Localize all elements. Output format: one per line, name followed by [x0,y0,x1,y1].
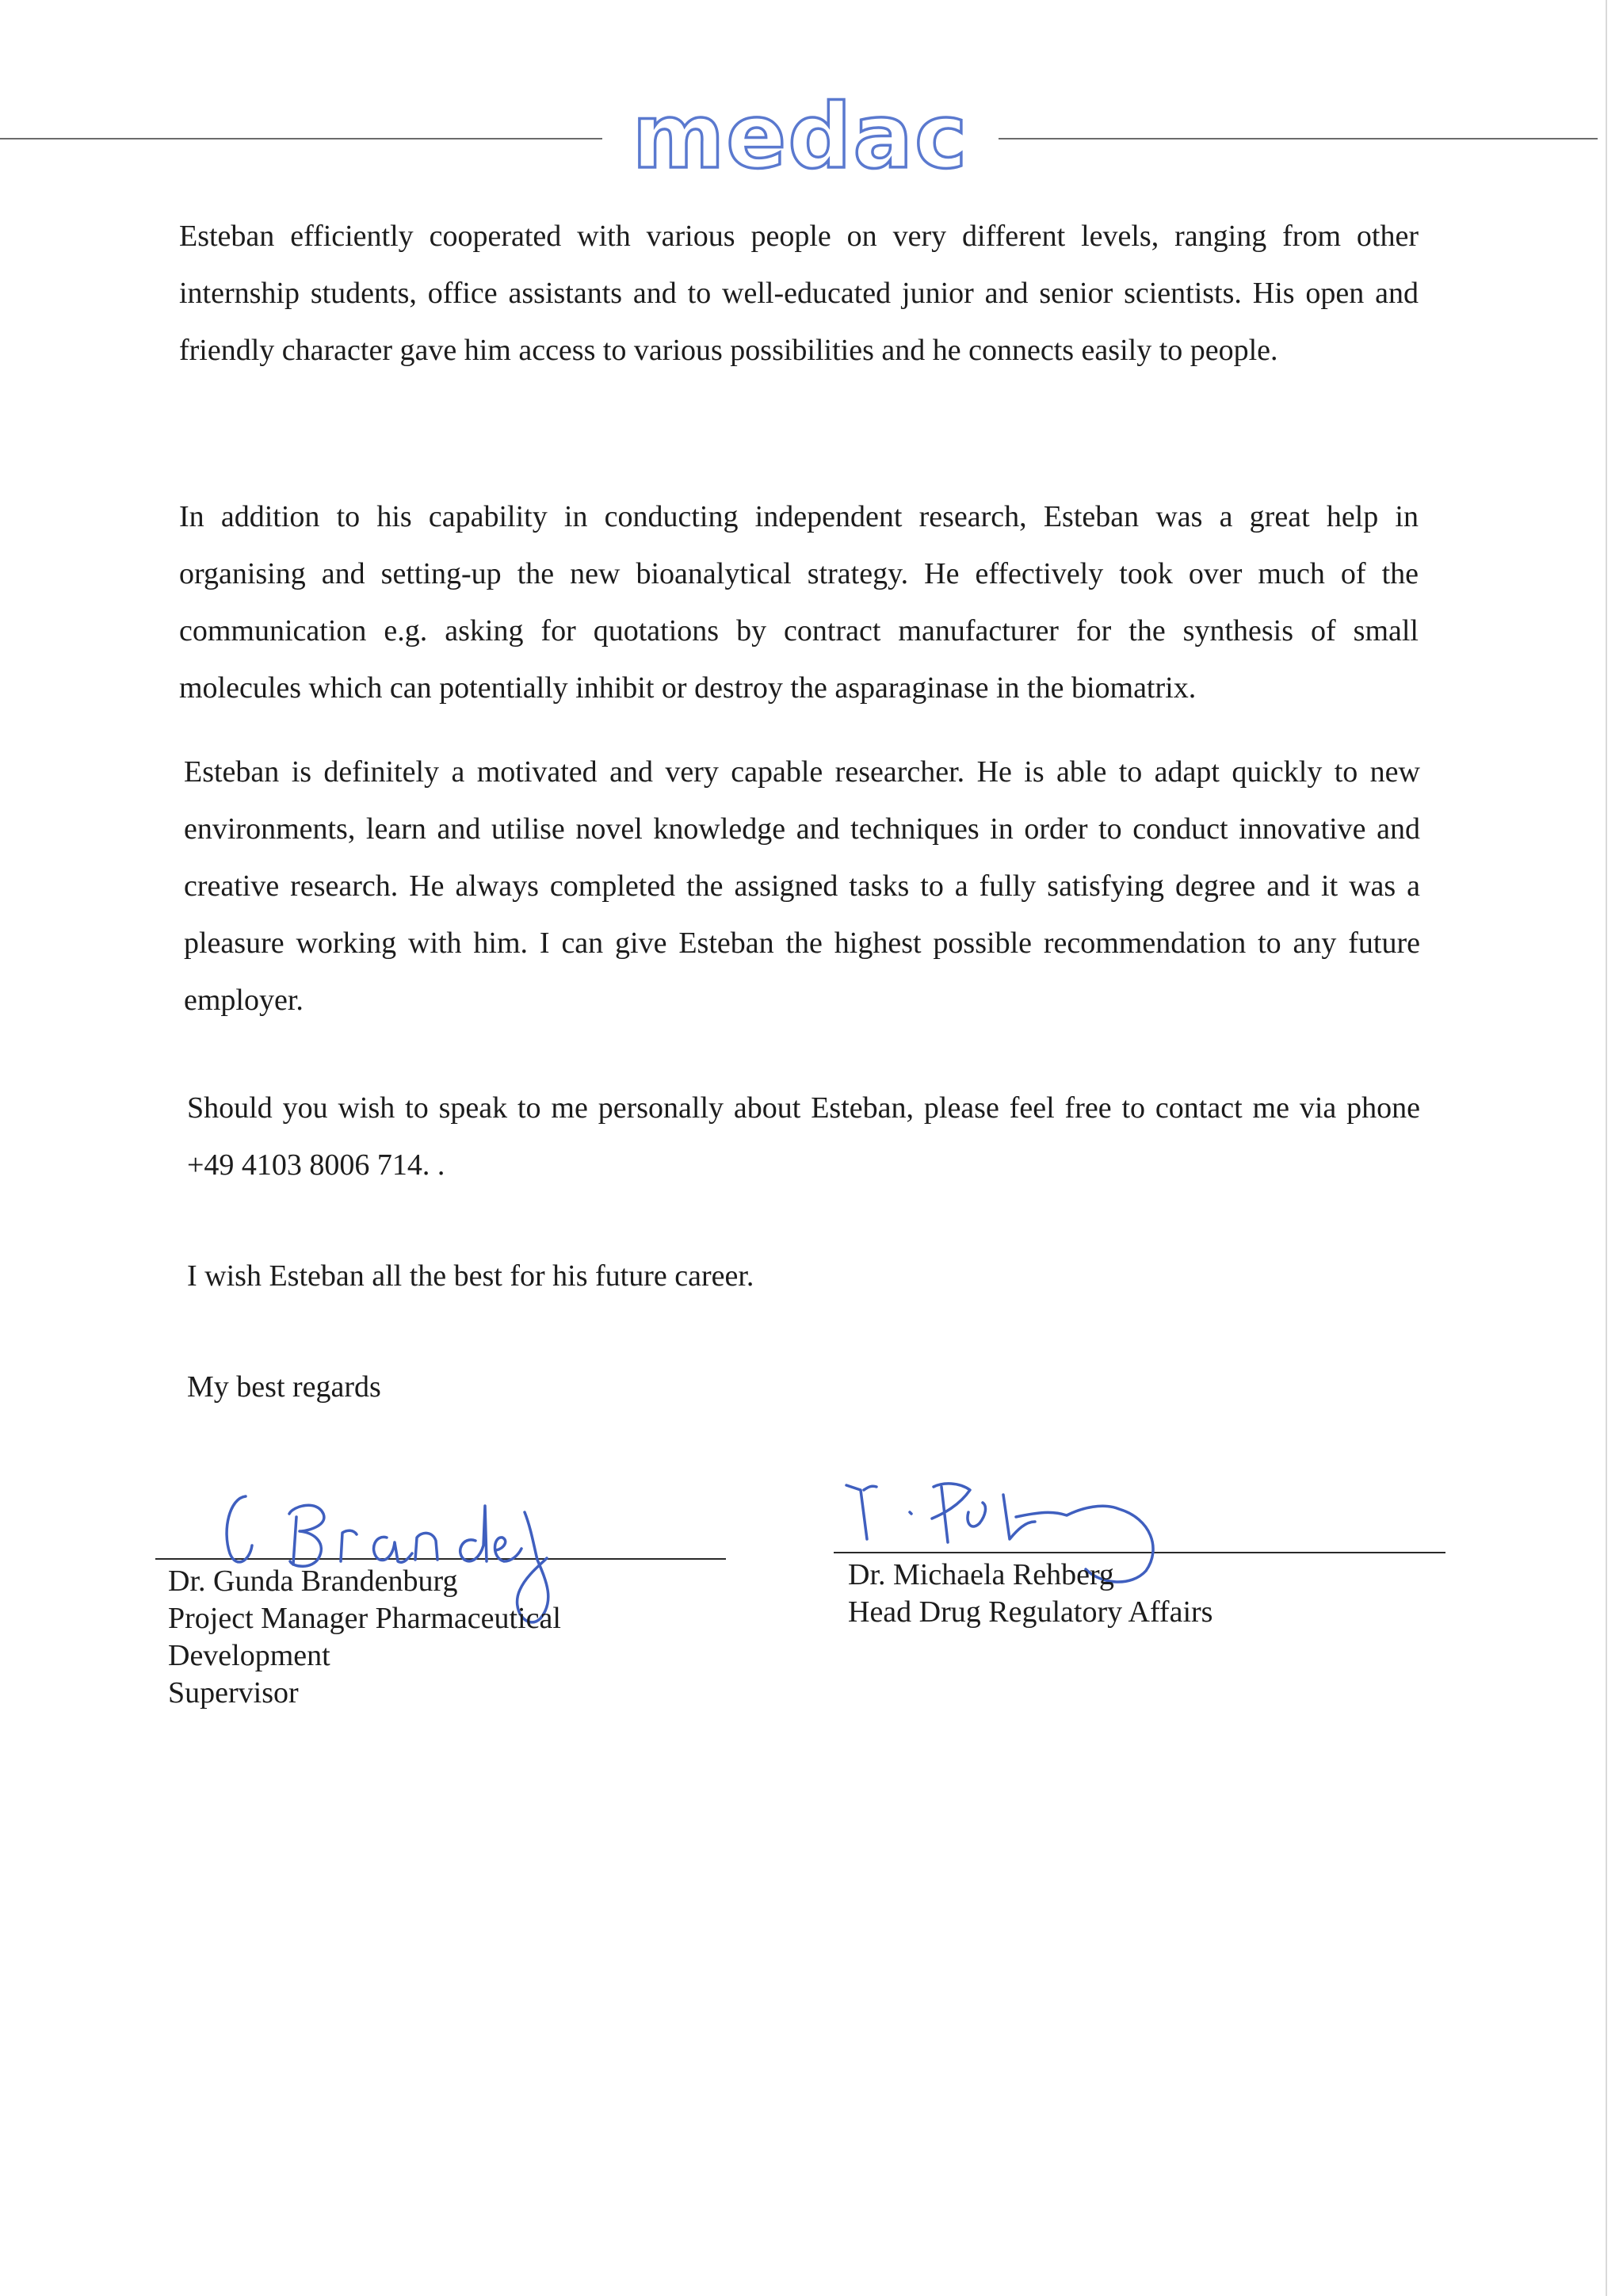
closing-regards: My best regards [187,1370,381,1404]
paragraph-contact: Should you wish to speak to me personally about Esteban, please feel free to contact me via phone +49 4103 8006 714. . [187,1091,1420,1182]
signer-name: Dr. Michaela Rehberg [848,1558,1114,1591]
letterhead-rule-left [0,138,602,139]
signer-name: Dr. Gunda Brandenburg [168,1564,458,1598]
page-edge-line [1606,0,1607,2296]
signer-block-brandenburg [168,1563,723,1712]
letterhead-rule-right [999,138,1598,139]
signer-title-line: Project Manager Pharmaceutical [168,1602,561,1635]
paragraph-wishes: I wish Esteban all the best for his future career. [187,1259,754,1293]
logo-text: medac [632,91,969,178]
paragraph-research: In addition to his capability in conducting independent research, Esteban was a great help in organising and setting-up the new bioanalytical strategy. He effectively took over much of the communication e.g. asking for quotations by contract manufacturer for the synthesis of small molecules which can potentially inhibit or destroy the asparaginase in the biomatrix. [179,500,1419,705]
signer-title-line: Development [168,1639,330,1672]
paragraph-recommendation: Esteban is definitely a motivated and very capable researcher. He is able to adapt quickly to new environments, learn and utilise novel knowledge and techniques in order to conduct innovative and creative research. He always completed the assigned tasks to a fully satisfying degree and it was a pleasure working with him. I can give Esteban the highest possible recommendation to any future employer. [184,755,1420,1017]
signer-title-line: Head Drug Regulatory Affairs [848,1595,1213,1629]
signer-block-rehberg [848,1557,1450,1631]
signer-role: Supervisor [168,1676,299,1710]
medac-logo [614,91,987,178]
paragraph-cooperation: Esteban efficiently cooperated with various people on very different levels, ranging from other internship students, office assistants and to well-educated junior and senior scientists. His open and friendly character gave him access to various possibilities and he connects easily to people. [179,220,1419,367]
